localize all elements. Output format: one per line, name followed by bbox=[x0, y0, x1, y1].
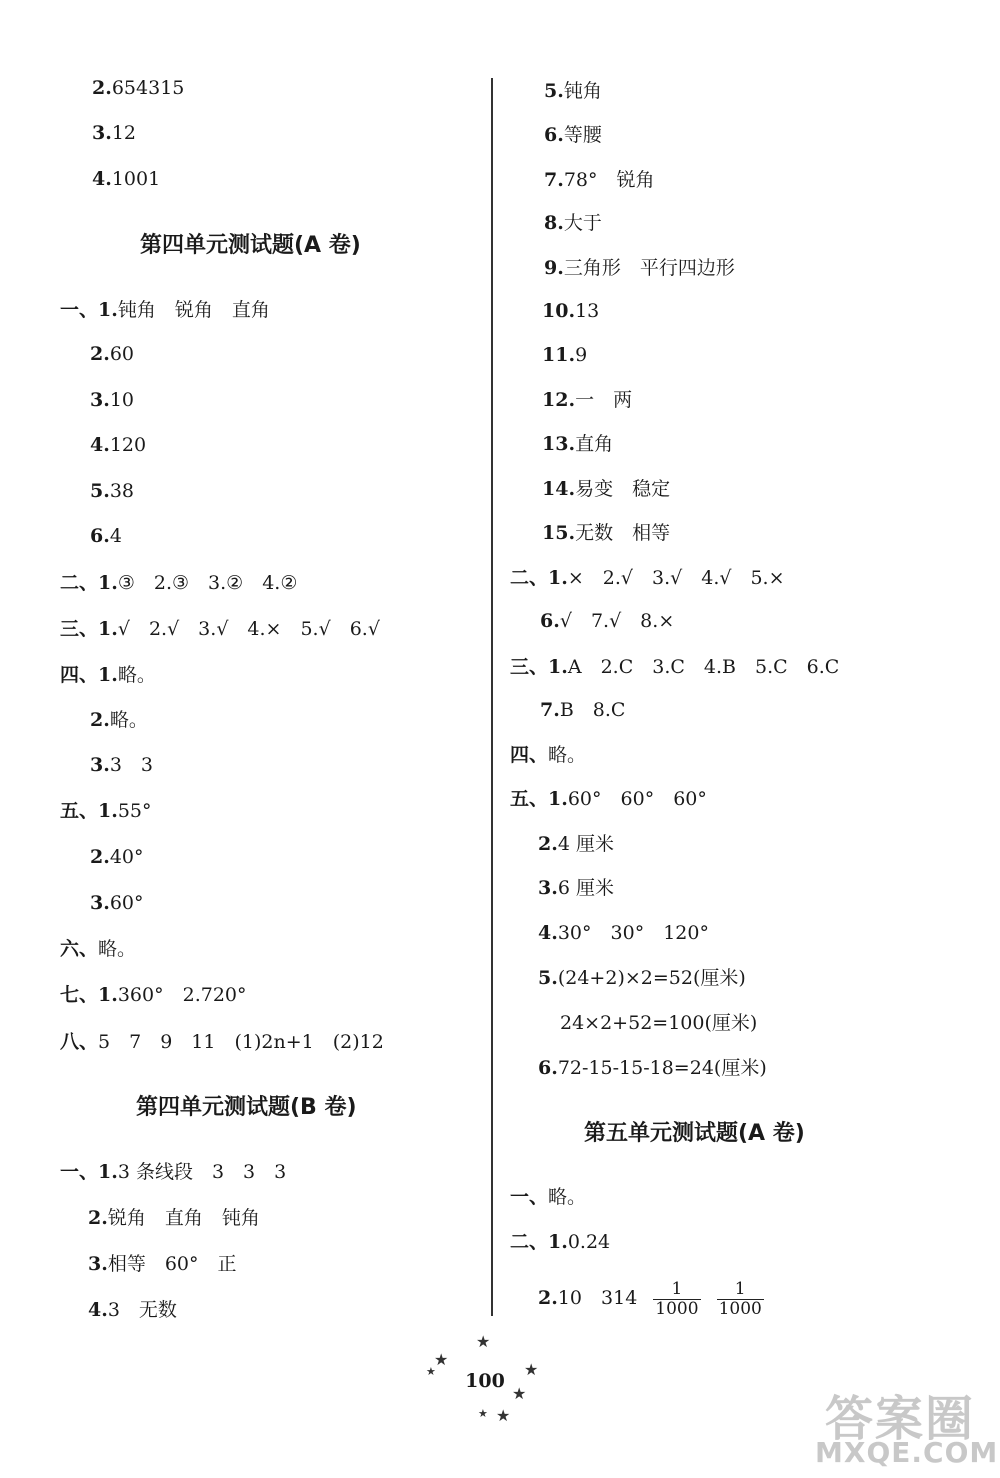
answer-text: 24×2+52=100(厘米) bbox=[560, 1012, 758, 1034]
answer-line bbox=[92, 167, 160, 191]
watermark-logo-text: 答案圈 bbox=[825, 1391, 976, 1447]
answer-line bbox=[560, 1011, 757, 1035]
answer-text: √ 2.√ 3.√ 4.× 5.√ 6.√ bbox=[117, 618, 380, 640]
answer-line bbox=[90, 524, 122, 548]
answer-line bbox=[538, 876, 614, 900]
answer-line bbox=[60, 1160, 286, 1184]
column-divider bbox=[491, 78, 493, 1316]
answer-line bbox=[544, 123, 602, 147]
answer-text: 60° 60° 60° bbox=[567, 788, 707, 810]
answer-text: 5 7 9 11 (1)2n+1 (2)12 bbox=[98, 1031, 384, 1053]
answer-line bbox=[90, 433, 146, 457]
answer-text: 72-15-15-18=24(厘米) bbox=[557, 1057, 767, 1079]
answer-number: 2. bbox=[538, 1287, 558, 1309]
page-number: 100 bbox=[465, 1370, 505, 1392]
answer-text: 钝角 bbox=[563, 80, 602, 102]
answer-line bbox=[90, 753, 153, 777]
answer-text: 60 bbox=[109, 343, 135, 365]
answer-line bbox=[542, 299, 599, 323]
answer-number: 五、1. bbox=[60, 800, 118, 822]
answer-number: 10. bbox=[542, 300, 576, 322]
section-heading-unit4-b: 第四单元测试题(B 卷) bbox=[136, 1095, 357, 1120]
answer-line bbox=[510, 787, 707, 811]
answer-line bbox=[544, 168, 655, 192]
answer-number: 2. bbox=[90, 343, 110, 365]
answer-number: 四、1. bbox=[60, 664, 118, 686]
answer-text: ③ 2.③ 3.② 4.② bbox=[117, 572, 298, 594]
answer-number: 四、 bbox=[510, 744, 549, 766]
answer-text: 略。 bbox=[117, 664, 156, 686]
fraction bbox=[717, 1280, 764, 1319]
watermark-url-text: MXQE.COM bbox=[815, 1436, 999, 1469]
star-icon: ★ bbox=[478, 1407, 488, 1420]
answer-line bbox=[544, 79, 602, 103]
answer-text: 易变 稳定 bbox=[575, 478, 671, 500]
answer-text: (24+2)×2=52(厘米) bbox=[557, 967, 746, 989]
fraction-denominator: 1000 bbox=[718, 1298, 762, 1319]
answer-number: 4. bbox=[88, 1299, 108, 1321]
fraction-numerator: 1 bbox=[653, 1280, 700, 1300]
answer-text: 3 无数 bbox=[107, 1299, 177, 1321]
answer-number: 6. bbox=[90, 525, 110, 547]
answer-text: 55° bbox=[117, 800, 152, 822]
answer-text: 60° bbox=[109, 892, 144, 914]
answer-number: 4. bbox=[92, 168, 112, 190]
answer-line bbox=[90, 891, 144, 915]
answer-line bbox=[60, 799, 152, 823]
answer-line bbox=[510, 566, 785, 590]
answer-line bbox=[538, 966, 746, 990]
answer-text: 1001 bbox=[111, 168, 161, 190]
answer-text: 78° 锐角 bbox=[563, 169, 655, 191]
answer-number: 7. bbox=[540, 699, 560, 721]
answer-number: 一、1. bbox=[60, 299, 118, 321]
fraction-numerator: 1 bbox=[717, 1280, 764, 1300]
answer-line bbox=[538, 1056, 767, 1080]
answer-text: × 2.√ 3.√ 4.√ 5.× bbox=[567, 567, 785, 589]
answer-number: 六、 bbox=[60, 938, 99, 960]
answer-line bbox=[60, 937, 136, 961]
answer-number: 8. bbox=[544, 212, 564, 234]
answer-text: 略。 bbox=[98, 938, 137, 960]
answer-number: 3. bbox=[538, 877, 558, 899]
answer-text: 大于 bbox=[563, 212, 602, 234]
answer-number: 三、1. bbox=[60, 618, 118, 640]
star-icon: ★ bbox=[426, 1365, 436, 1378]
answer-line bbox=[542, 388, 632, 412]
answer-line bbox=[60, 571, 297, 595]
answer-text: 三角形 平行四边形 bbox=[563, 257, 735, 279]
answer-number: 2. bbox=[92, 77, 112, 99]
answer-text: 4 厘米 bbox=[557, 833, 614, 855]
answer-number: 14. bbox=[542, 478, 576, 500]
answer-number: 2. bbox=[90, 709, 110, 731]
answer-number: 七、1. bbox=[60, 984, 118, 1006]
answer-line bbox=[90, 479, 134, 503]
answer-text: 12 bbox=[111, 122, 137, 144]
answer-line bbox=[540, 609, 674, 633]
answer-line bbox=[542, 343, 587, 367]
answer-number: 二、1. bbox=[510, 1231, 568, 1253]
answer-text: 10 bbox=[109, 389, 135, 411]
answer-line-with-fractions bbox=[538, 1278, 764, 1319]
answer-line bbox=[60, 298, 270, 322]
fraction-denominator: 1000 bbox=[655, 1298, 699, 1319]
answer-number: 2. bbox=[538, 833, 558, 855]
answer-number: 3. bbox=[90, 389, 110, 411]
answer-text: 直角 bbox=[575, 433, 614, 455]
answer-line bbox=[538, 832, 614, 856]
answer-text: √ 7.√ 8.× bbox=[559, 610, 675, 632]
section-heading-unit4-a: 第四单元测试题(A 卷) bbox=[140, 233, 361, 258]
answer-line bbox=[510, 655, 839, 679]
answer-number: 3. bbox=[92, 122, 112, 144]
answer-text: 略。 bbox=[548, 1186, 587, 1208]
answer-line bbox=[542, 432, 613, 456]
answer-text: 38 bbox=[109, 480, 135, 502]
answer-line bbox=[510, 743, 586, 767]
answer-line bbox=[510, 1230, 610, 1254]
star-icon: ★ bbox=[524, 1360, 539, 1379]
star-icon: ★ bbox=[476, 1332, 491, 1351]
answer-number: 一、1. bbox=[60, 1161, 118, 1183]
answer-text: 654315 bbox=[111, 77, 185, 99]
answer-line bbox=[88, 1298, 177, 1322]
answer-text: 一 两 bbox=[575, 389, 633, 411]
answer-number: 15. bbox=[542, 522, 576, 544]
answer-line bbox=[92, 76, 184, 100]
answer-number: 二、1. bbox=[60, 572, 118, 594]
answer-text: 钝角 锐角 直角 bbox=[117, 299, 270, 321]
answer-number: 5. bbox=[90, 480, 110, 502]
answer-line bbox=[90, 388, 134, 412]
answer-text: 等腰 bbox=[563, 124, 602, 146]
answer-text: 10 314 bbox=[557, 1287, 638, 1309]
star-icon: ★ bbox=[496, 1406, 511, 1425]
answer-line bbox=[60, 1030, 384, 1054]
answer-text: 略。 bbox=[109, 709, 148, 731]
answer-line bbox=[92, 121, 136, 145]
answer-line bbox=[90, 845, 144, 869]
answer-text: 0.24 bbox=[567, 1231, 611, 1253]
answer-text: A 2.C 3.C 4.B 5.C 6.C bbox=[567, 656, 840, 678]
answer-number: 3. bbox=[90, 892, 110, 914]
answer-number: 6. bbox=[540, 610, 560, 632]
answer-number: 二、1. bbox=[510, 567, 568, 589]
answer-number: 4. bbox=[538, 922, 558, 944]
answer-number: 一、 bbox=[510, 1186, 549, 1208]
answer-line bbox=[90, 342, 134, 366]
answer-number: 3. bbox=[88, 1253, 108, 1275]
answer-line bbox=[90, 708, 148, 732]
answer-text: B 8.C bbox=[559, 699, 626, 721]
answer-text: 360° 2.720° bbox=[117, 984, 247, 1006]
section-heading-unit5-a: 第五单元测试题(A 卷) bbox=[584, 1121, 805, 1146]
star-icon: ★ bbox=[512, 1384, 527, 1403]
answer-number: 2. bbox=[88, 1207, 108, 1229]
answer-number: 13. bbox=[542, 433, 576, 455]
answer-line bbox=[60, 983, 247, 1007]
answer-text: 略。 bbox=[548, 744, 587, 766]
answer-text: 3 3 bbox=[109, 754, 154, 776]
page-number-ornament bbox=[420, 1330, 550, 1430]
answer-text: 6 厘米 bbox=[557, 877, 614, 899]
fraction bbox=[653, 1280, 700, 1319]
answer-text: 锐角 直角 钝角 bbox=[107, 1207, 260, 1229]
answer-line bbox=[60, 617, 380, 641]
answer-number: 2. bbox=[90, 846, 110, 868]
answer-text: 13 bbox=[575, 300, 600, 322]
answer-line bbox=[544, 211, 602, 235]
site-watermark bbox=[805, 1380, 999, 1475]
answer-number: 6. bbox=[538, 1057, 558, 1079]
answer-line bbox=[542, 477, 670, 501]
answer-line bbox=[510, 1185, 586, 1209]
answer-number: 12. bbox=[542, 389, 576, 411]
answer-number: 八、 bbox=[60, 1031, 99, 1053]
answer-text: 相等 60° 正 bbox=[107, 1253, 237, 1275]
answer-text: 4 bbox=[109, 525, 122, 547]
answer-number: 5. bbox=[538, 967, 558, 989]
answer-number: 9. bbox=[544, 257, 564, 279]
answer-number: 11. bbox=[542, 344, 576, 366]
answer-text: 120 bbox=[109, 434, 147, 456]
answer-line bbox=[538, 921, 709, 945]
answer-text: 3 条线段 3 3 3 bbox=[117, 1161, 287, 1183]
answer-line bbox=[60, 663, 156, 687]
answer-number: 三、1. bbox=[510, 656, 568, 678]
answer-number: 5. bbox=[544, 80, 564, 102]
answer-line bbox=[88, 1252, 237, 1276]
answer-number: 3. bbox=[90, 754, 110, 776]
answer-number: 4. bbox=[90, 434, 110, 456]
answer-line bbox=[544, 256, 735, 280]
answer-line bbox=[542, 521, 670, 545]
answer-text: 无数 相等 bbox=[575, 522, 671, 544]
answer-text: 40° bbox=[109, 846, 144, 868]
answer-number: 7. bbox=[544, 169, 564, 191]
answer-number: 五、1. bbox=[510, 788, 568, 810]
answer-line bbox=[88, 1206, 260, 1230]
answer-text: 30° 30° 120° bbox=[557, 922, 709, 944]
answer-line bbox=[540, 698, 625, 722]
answer-number: 6. bbox=[544, 124, 564, 146]
star-icon: ★ bbox=[434, 1350, 449, 1369]
answer-text: 9 bbox=[575, 344, 588, 366]
